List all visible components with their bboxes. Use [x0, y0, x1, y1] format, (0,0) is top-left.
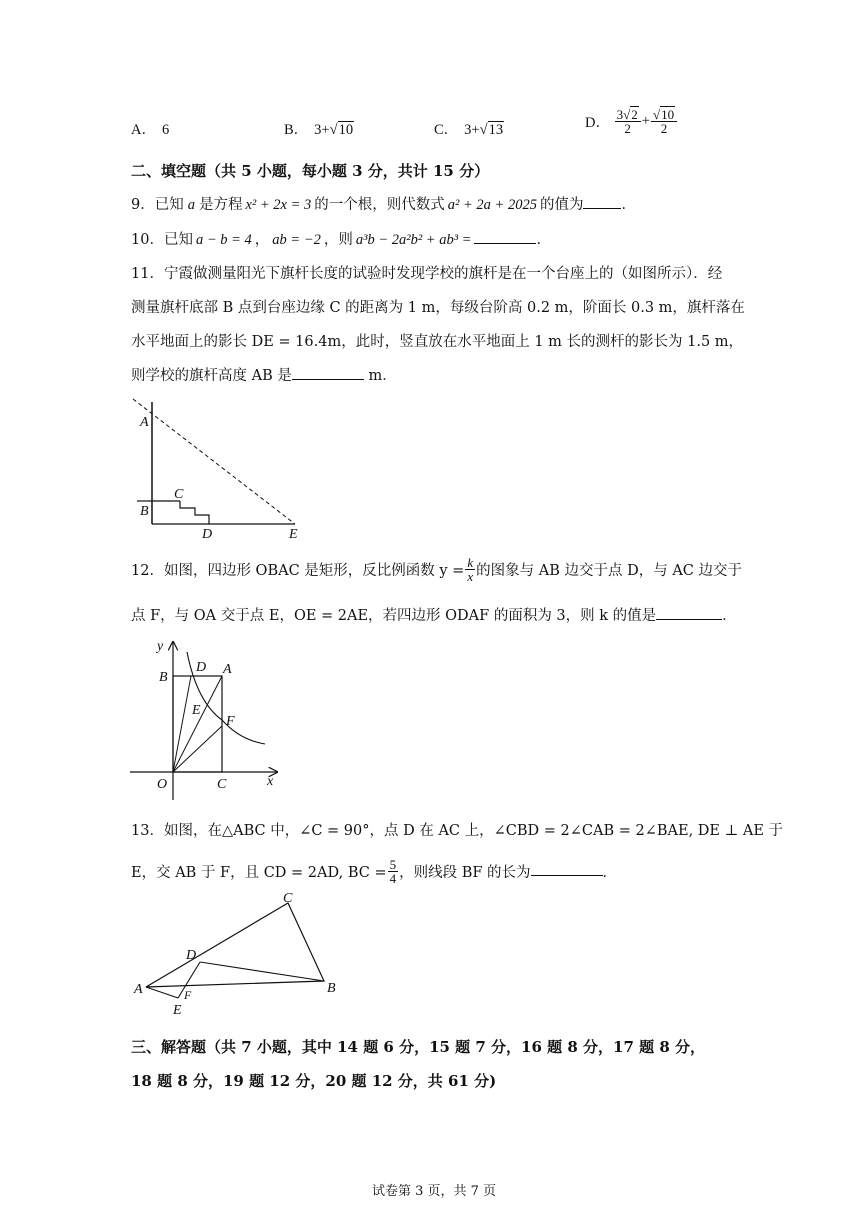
fig12-label-d: D [196, 660, 207, 675]
fig12-label-f: F [226, 714, 235, 729]
option-c-sqrt: √13 [479, 122, 504, 138]
fig13-label-f: F [184, 988, 192, 1002]
section-3-title-line-2: 18 题 8 分，19 题 12 分，20 题 12 分，共 61 分) [131, 1072, 497, 1090]
fig11-label-c: C [174, 487, 184, 502]
q13-frac-den: 4 [389, 871, 397, 886]
fig12-label-o: O [157, 777, 168, 792]
q12-line-1-prefix: 12．如图，四边形 OBAC 是矩形，反比例函数 y = [131, 563, 465, 579]
fig13-label-b: B [327, 981, 336, 996]
q12-fraction-k-over-x [465, 556, 475, 583]
fig12-label-a: A [223, 662, 232, 677]
option-c-prefix: 3+ [464, 122, 480, 138]
fig13-label-e: E [173, 1003, 182, 1018]
q12-frac-num: k [467, 555, 474, 570]
fig13-label-d: D [186, 948, 197, 963]
segment-oa [173, 676, 222, 772]
option-d-fraction-1: $\frac{3√2}{2}$ [615, 108, 641, 135]
q13-line-2-suffix: ，则线段 BF 的长为 [399, 865, 531, 881]
q9-equation: x² + 2x = 3 [245, 197, 312, 213]
q12-line-2-suffix: ． [722, 608, 737, 624]
q11-line-1: 11．宁霞做测量阳光下旗杆长度的试验时发现学校的旗杆是在一个台座上的（如图所示）．经 [131, 266, 723, 282]
q11-line-4-prefix: 则学校的旗杆高度 AB 是 [131, 368, 292, 384]
q11-line-2: 测量旗杆底部 B 点到台座边缘 C 的距离为 1 m，每级台阶高 0.2 m，阶面长 0.3 m，旗杆落在 [131, 300, 745, 316]
option-d-f1-coef: 3 [616, 107, 624, 122]
fig13-label-a: A [134, 982, 143, 997]
q10-condition-1: a − b = 4 [195, 232, 252, 248]
q10-end: ． [536, 232, 551, 248]
option-b-sqrt: √10 [329, 122, 354, 138]
page-footer: 试卷第 3 页，共 7 页 [371, 1184, 497, 1199]
q8-option-c [434, 118, 504, 139]
q9-mid1: 是方程 [198, 197, 243, 213]
q9-answer-blank[interactable] [583, 196, 621, 209]
question-9 [131, 193, 636, 214]
q9-prefix: 9．已知 [131, 197, 184, 213]
option-b-radicand: 10 [338, 122, 354, 138]
fig11-label-a: A [140, 415, 149, 430]
fig12-label-e: E [192, 703, 201, 718]
option-c-label: C． [434, 122, 459, 138]
figure-rectangle-hyperbola [125, 632, 295, 802]
q10-expression: a³b − 2a²b² + ab³ = [355, 232, 472, 248]
q12-line-2-prefix: 点 F，与 OA 交于点 E，OE = 2AE，若四边形 ODAF 的面积为 3，则 k 的值是 [131, 608, 657, 624]
q11-line-4-suffix: m． [363, 368, 397, 384]
fig13-label-c: C [283, 891, 293, 906]
segment-bd [200, 962, 324, 981]
q13-line-2 [131, 858, 617, 885]
fig12-label-y: y [157, 639, 164, 654]
q8-option-d [585, 108, 678, 135]
q13-line-1: 13．如图，在△ABC 中，∠C = 90°，点 D 在 AC 上，∠CBD = 2∠CAB = 2∠BAE, DE ⊥ AE 于 [131, 823, 784, 839]
q12-frac-den: x [467, 569, 474, 584]
q13-fraction-5-over-4 [388, 858, 399, 885]
option-d-label: D． [585, 115, 610, 131]
fig11-label-b: B [140, 504, 149, 519]
q12-line-1 [131, 556, 742, 583]
q8-option-a [131, 118, 169, 139]
fig12-label-x: x [267, 774, 274, 789]
option-d-f1-den: 2 [624, 121, 631, 136]
q10-condition-2: ab = −2 [272, 232, 321, 248]
q10-answer-blank[interactable] [474, 231, 536, 244]
figure-triangle-abc [128, 890, 348, 1020]
fig12-label-c: C [217, 777, 227, 792]
q10-mid: ，则 [323, 232, 353, 248]
q11-answer-blank[interactable] [292, 367, 364, 380]
fig12-label-b: B [159, 670, 168, 685]
q11-line-4 [131, 364, 397, 385]
q9-suffix: 的值为 [539, 197, 584, 213]
q9-var-a: a [187, 197, 195, 213]
fig11-label-e: E [289, 527, 298, 542]
q12-line-2 [131, 604, 737, 625]
q9-end: ． [621, 197, 636, 213]
option-d-f2-radicand: 10 [661, 107, 675, 122]
q9-expression: a² + 2a + 2025 [447, 197, 537, 213]
question-10 [131, 228, 551, 249]
steps [180, 501, 209, 524]
option-d-f1-radicand: 2 [631, 107, 638, 122]
option-d-plus: + [641, 113, 650, 129]
q10-prefix: 10．已知 [131, 232, 193, 248]
q13-frac-num: 5 [389, 857, 397, 872]
q13-answer-blank[interactable] [531, 863, 603, 876]
option-a-label: A． [131, 122, 156, 138]
option-b-prefix: 3+ [314, 122, 330, 138]
q13-line-2-prefix: E，交 AB 于 F，且 CD = 2AD, BC = [131, 865, 387, 881]
q13-line-2-end: ． [602, 865, 618, 881]
option-a-value: 6 [161, 122, 170, 138]
q12-line-1-suffix: 的图象与 AB 边交于点 D，与 AC 边交于 [476, 563, 742, 579]
option-c-radicand: 13 [488, 122, 504, 138]
fig11-label-d: D [202, 527, 213, 542]
section-3-title-line-1: 三、解答题（共 7 小题，其中 14 题 6 分，15 题 7 分，16 题 8 分，17 题 8 分， [131, 1038, 706, 1056]
q10-comma: ， [254, 232, 270, 248]
segment-ae [146, 987, 178, 998]
triangle-abc [146, 903, 324, 987]
q11-line-3: 水平地面上的影长 DE = 16.4m，此时，竖直放在水平地面上 1 m 长的测杆的影长为 1.5 m， [131, 334, 744, 350]
figure-flagpole [125, 392, 315, 542]
q12-answer-blank[interactable] [656, 607, 722, 620]
option-b-label: B． [284, 122, 309, 138]
q9-mid2: 的一个根，则代数式 [314, 197, 445, 213]
option-d-fraction-2: $\frac{√10}{2}$ [651, 108, 677, 135]
q8-option-b [284, 118, 354, 139]
sun-ray-dashed [133, 399, 295, 524]
section-2-title: 二、填空题（共 5 小题，每小题 3 分，共计 15 分） [131, 162, 490, 180]
option-d-f2-den: 2 [660, 121, 668, 136]
